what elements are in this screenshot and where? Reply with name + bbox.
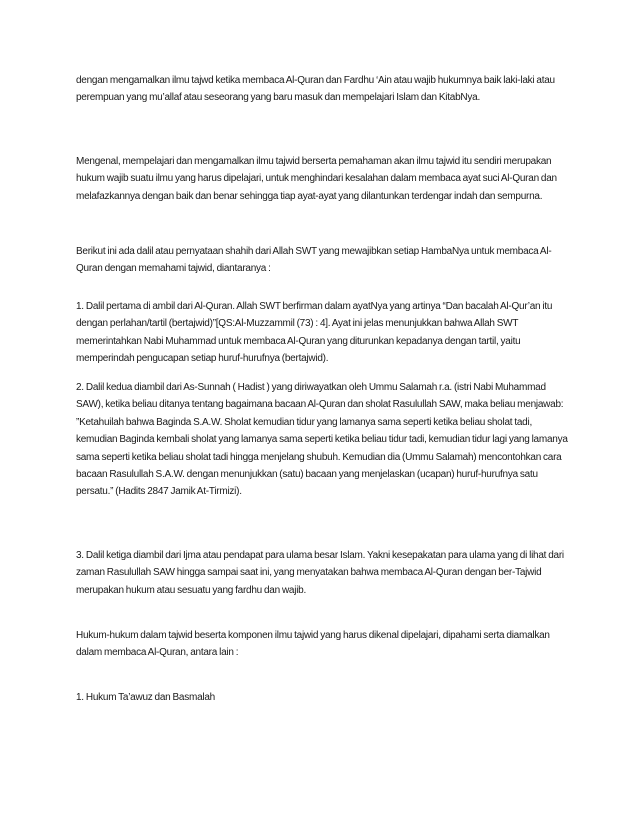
tajwid-obligation-paragraph: Mengenal, mempelajari dan mengamalkan ilmu tajwid berserta pemahaman akan ilmu tajwid itu sendiri merupakan hukum wajib suatu ilmu yang harus dipelajari, untuk menghindari kesalahan dalam membaca ayat suci Al-Quran dan melafazkannya dengan baik dan benar sehingga tiap ayat-ayat yang dilantunkan terdengar indah dan sempurna. — [76, 156, 557, 202]
dalil-intro-paragraph: Berikut ini ada dalil atau pernyataan shahih dari Allah SWT yang mewajibkan setiap HambaNya untuk membaca Al-Quran dengan memahami tajwid, diantaranya : — [76, 246, 552, 275]
intro-paragraph: dengan mengamalkan ilmu tajwd ketika membaca Al-Quran dan Fardhu ‘Ain atau wajib hukumnya baik laki-laki atau perempuan yang mu’allaf atau seseorang yang baru masuk dan mempelajari Islam dan KitabNya. — [76, 75, 555, 104]
dalil-quran-paragraph: 1. Dalil pertama di ambil dari Al-Quran. Allah SWT berfirman dalam ayatNya yang artinya “Dan bacalah Al-Qur’an itu dengan perlahan/tartil (bertajwid)”[QS:Al-Muzzammil (73) : 4]. Ayat ini jelas menunjukkan bahwa Allah SWT memerintahkan Nabi Muhammad untuk membaca Al-Quran yang diturunkan kepadanya dengan tartil, yaitu memperindah pengucapan setiap huruf-hurufnya (bertajwid). — [76, 301, 553, 365]
section-heading-taawuz: 1. Hukum Ta’awuz dan Basmalah — [76, 692, 215, 703]
dalil-sunnah-paragraph: 2. Dalil kedua diambil dari As-Sunnah ( Hadist ) yang diriwayatkan oleh Ummu Salamah r.a. (istri Nabi Muhammad SAW), ketika beliau ditanya tentang bagaimana bacaan Al-Quran dan sholat Rasulullah SAW, maka beliau menjawab: ”Ketahuilah bahwa Baginda S.A.W. Sholat kemudian tidur yang lamanya sama seperti ketika beliau sholat tadi, kemudian Baginda kembali sholat yang lamanya sama seperti ketika beliau tidur tadi, kemudian tidur lagi yang lamanya sama seperti ketika beliau sholat tadi hingga menjelang shubuh. Kemudian dia (Ummu Salamah) mencontohkan cara bacaan Rasulullah S.A.W. dengan menunjukkan (satu) bacaan yang menjelaskan (ucapan) huruf-hurufnya satu persatu.” (Hadits 2847 Jamik At-Tirmizi). — [76, 382, 568, 498]
dalil-ijma-paragraph: 3. Dalil ketiga diambil dari Ijma atau pendapat para ulama besar Islam. Yakni kesepakatan para ulama yang di lihat dari zaman Rasulullah SAW hingga sampai saat ini, yang menyatakan bahwa membaca Al-Quran dengan ber-Tajwid merupakan hukum atau sesuatu yang fardhu dan wajib. — [76, 550, 564, 596]
tajwid-rules-intro-paragraph: Hukum-hukum dalam tajwid beserta komponen ilmu tajwid yang harus dikenal dipelajari, dipahami serta diamalkan dalam membaca Al-Quran, antara lain : — [76, 630, 550, 659]
